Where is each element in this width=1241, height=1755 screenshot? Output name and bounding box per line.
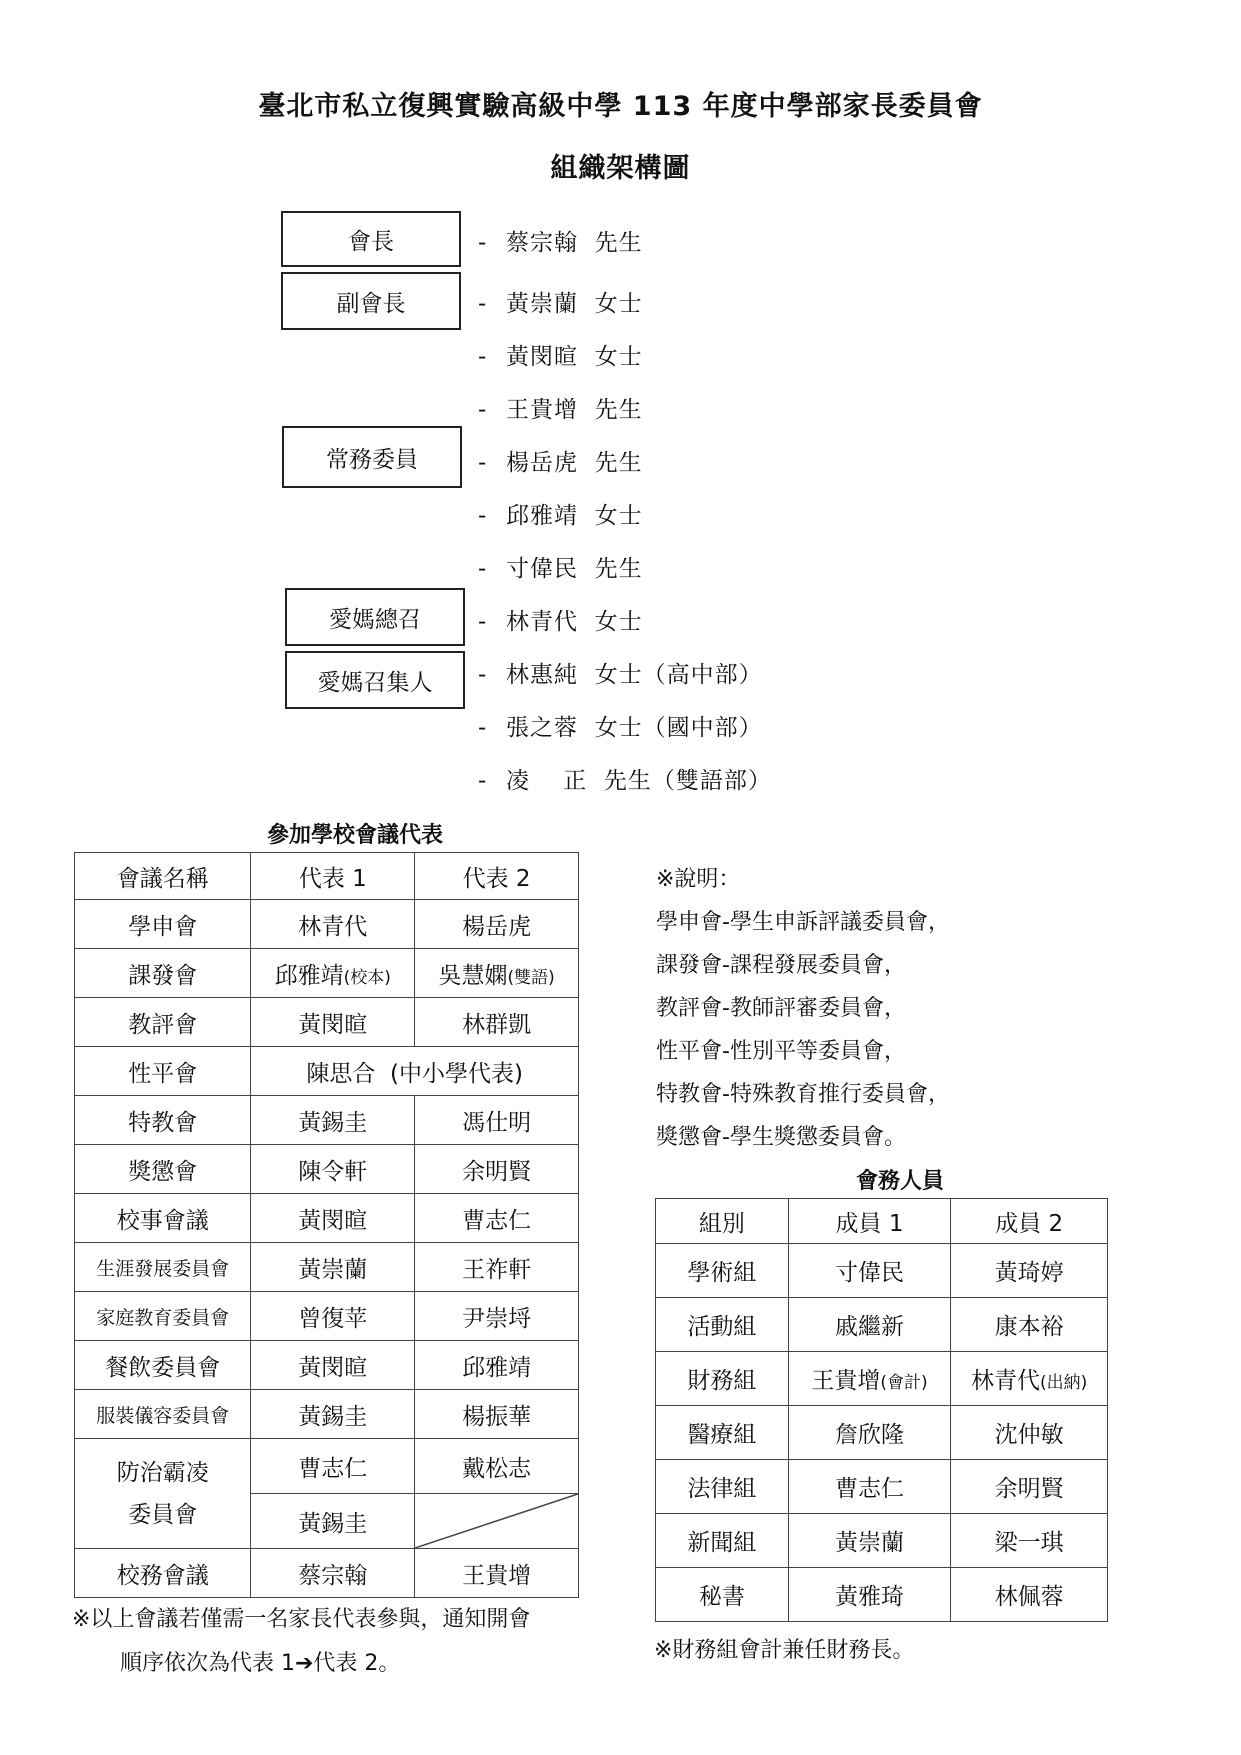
table-row (656, 1406, 1108, 1460)
table-cell: 曾復苹 (251, 1292, 415, 1341)
header-cell: 成員 2 (951, 1199, 1108, 1244)
table-cell: 新聞組 (656, 1514, 789, 1568)
table-cell: 曹志仁 (251, 1439, 415, 1494)
explanation-line: 學申會-學生申訴評議委員會， (656, 910, 950, 935)
header-cell: 代表 2 (415, 853, 579, 900)
table-cell: 楊振華 (415, 1390, 579, 1439)
table-cell: 陳思合 (中小學代表) (251, 1047, 579, 1096)
table-row (656, 1568, 1108, 1622)
table-cell: 家庭教育委員會 (75, 1292, 251, 1341)
table-cell: 黃琦婷 (951, 1244, 1108, 1298)
table-cell: 詹欣隆 (788, 1406, 951, 1460)
table-row (75, 1145, 579, 1194)
member-item: - 凌 正 先生（雙語部） (478, 768, 772, 794)
table-cell: 校事會議 (75, 1194, 251, 1243)
table-cell: 黃錫圭 (251, 1494, 415, 1549)
table-cell: 蔡宗翰 (251, 1549, 415, 1598)
table-cell: 馮仕明 (415, 1096, 579, 1145)
table-cell: 梁一琪 (951, 1514, 1108, 1568)
table-cell: 獎懲會 (75, 1145, 251, 1194)
table-cell: 醫療組 (656, 1406, 789, 1460)
table-cell: 校務會議 (75, 1549, 251, 1598)
member-item: - 寸偉民 先生 (478, 556, 643, 582)
explanation-line: 獎懲會-學生獎懲委員會。 (656, 1125, 906, 1150)
table-cell: 寸偉民 (788, 1244, 951, 1298)
table-header-row (656, 1199, 1108, 1244)
table-cell: 林青代(出納) (951, 1352, 1108, 1406)
table-cell: 林佩蓉 (951, 1568, 1108, 1622)
table-row (75, 998, 579, 1047)
table-cell: 黃崇蘭 (251, 1243, 415, 1292)
header-cell: 組別 (656, 1199, 789, 1244)
role-mom-convener: 愛媽召集人 (285, 651, 465, 709)
explanation-line: 性平會-性別平等委員會， (656, 1039, 906, 1064)
member-item: - 楊岳虎 先生 (478, 450, 643, 476)
page-subtitle: 組織架構圖 (550, 153, 691, 184)
header-cell: 代表 1 (251, 853, 415, 900)
member-item: - 林青代 女士 (478, 609, 643, 635)
member-item: - 黃閔暄 女士 (478, 344, 643, 370)
table-cell: 性平會 (75, 1047, 251, 1096)
table-row (656, 1298, 1108, 1352)
member-item: - 張之蓉 女士（國中部） (478, 715, 763, 741)
table-cell: 黃崇蘭 (788, 1514, 951, 1568)
meetings-note-line2: 順序依次為代表 1➔代表 2。 (120, 1651, 401, 1676)
table-row (75, 1194, 579, 1243)
page-title: 臺北市私立復興實驗高級中學 113 年度中學部家長委員會 (258, 91, 983, 122)
table-cell: 曹志仁 (788, 1460, 951, 1514)
table-cell: 特教會 (75, 1096, 251, 1145)
empty-cell (415, 1494, 579, 1549)
table-cell: 課發會 (75, 949, 251, 998)
table-cell: 余明賢 (951, 1460, 1108, 1514)
table-cell: 曹志仁 (415, 1194, 579, 1243)
table-row (75, 1047, 579, 1096)
table-cell: 秘書 (656, 1568, 789, 1622)
header-cell: 成員 1 (788, 1199, 951, 1244)
table-cell: 尹崇埒 (415, 1292, 579, 1341)
table-cell: 楊岳虎 (415, 900, 579, 949)
diagonal-slash (415, 1494, 578, 1548)
table-cell: 王祚軒 (415, 1243, 579, 1292)
table-cell: 法律組 (656, 1460, 789, 1514)
table-cell: 服裝儀容委員會 (75, 1390, 251, 1439)
header-cell: 會議名稱 (75, 853, 251, 900)
table-cell: 餐飲委員會 (75, 1341, 251, 1390)
table-cell: 學申會 (75, 900, 251, 949)
table-cell: 戴松志 (415, 1439, 579, 1494)
explanation-line: 課發會-課程發展委員會， (656, 953, 906, 978)
role-standing-committee: 常務委員 (282, 426, 462, 488)
member-item: - 王貴增 先生 (478, 397, 643, 423)
table-row (75, 949, 579, 998)
explanation-line: 教評會-教師評審委員會， (656, 996, 906, 1021)
table-row (75, 900, 579, 949)
table-cell: 余明賢 (415, 1145, 579, 1194)
table-cell: 防治霸凌 委員會 (75, 1439, 251, 1549)
table-row (656, 1514, 1108, 1568)
table-row (75, 1390, 579, 1439)
table-header-row (75, 853, 579, 900)
table-cell: 吳慧嫻(雙語) (415, 949, 579, 998)
member-item: - 邱雅靖 女士 (478, 503, 643, 529)
table-cell: 林群凱 (415, 998, 579, 1047)
member-item: - 黃崇蘭 女士 (478, 291, 643, 317)
table-row (75, 1439, 579, 1494)
table-cell: 黃錫圭 (251, 1390, 415, 1439)
table-cell: 生涯發展委員會 (75, 1243, 251, 1292)
table-cell: 邱雅靖 (415, 1341, 579, 1390)
table-cell: 沈仲敏 (951, 1406, 1108, 1460)
member-item: - 蔡宗翰 先生 (478, 230, 643, 256)
table-row (656, 1352, 1108, 1406)
explanation-line: 特教會-特殊教育推行委員會， (656, 1082, 950, 1107)
table-row (75, 1243, 579, 1292)
table-row (656, 1244, 1108, 1298)
meetings-note-line1: ※以上會議若僅需一名家長代表參與，通知開會 (72, 1607, 531, 1632)
table-row (75, 1292, 579, 1341)
table-cell: 活動組 (656, 1298, 789, 1352)
table-row (75, 1549, 579, 1598)
meetings-title: 參加學校會議代表 (266, 823, 443, 848)
table-cell: 康本裕 (951, 1298, 1108, 1352)
table-cell: 黃錫圭 (251, 1096, 415, 1145)
table-cell: 王貴增(會計) (788, 1352, 951, 1406)
meetings-table (74, 852, 579, 1598)
staff-title: 會務人員 (855, 1169, 944, 1194)
table-cell: 黃閔暄 (251, 998, 415, 1047)
table-cell: 邱雅靖(校本) (251, 949, 415, 998)
table-row (75, 1096, 579, 1145)
explanation-heading: ※說明： (656, 867, 741, 892)
table-cell: 陳令軒 (251, 1145, 415, 1194)
role-mom-general: 愛媽總召 (285, 588, 465, 646)
table-cell: 財務組 (656, 1352, 789, 1406)
table-cell: 教評會 (75, 998, 251, 1047)
table-cell: 戚繼新 (788, 1298, 951, 1352)
table-cell: 黃雅琦 (788, 1568, 951, 1622)
table-cell: 王貴增 (415, 1549, 579, 1598)
staff-note: ※財務組會計兼任財務長。 (654, 1638, 915, 1663)
role-vice-chair: 副會長 (281, 272, 461, 330)
staff-table (655, 1198, 1108, 1622)
table-row (75, 1341, 579, 1390)
member-item: - 林惠純 女士（高中部） (478, 662, 763, 688)
table-row (656, 1460, 1108, 1514)
table-cell: 黃閔暄 (251, 1194, 415, 1243)
table-cell: 黃閔暄 (251, 1341, 415, 1390)
table-cell: 林青代 (251, 900, 415, 949)
table-cell: 學術組 (656, 1244, 789, 1298)
role-chair: 會長 (281, 211, 461, 267)
